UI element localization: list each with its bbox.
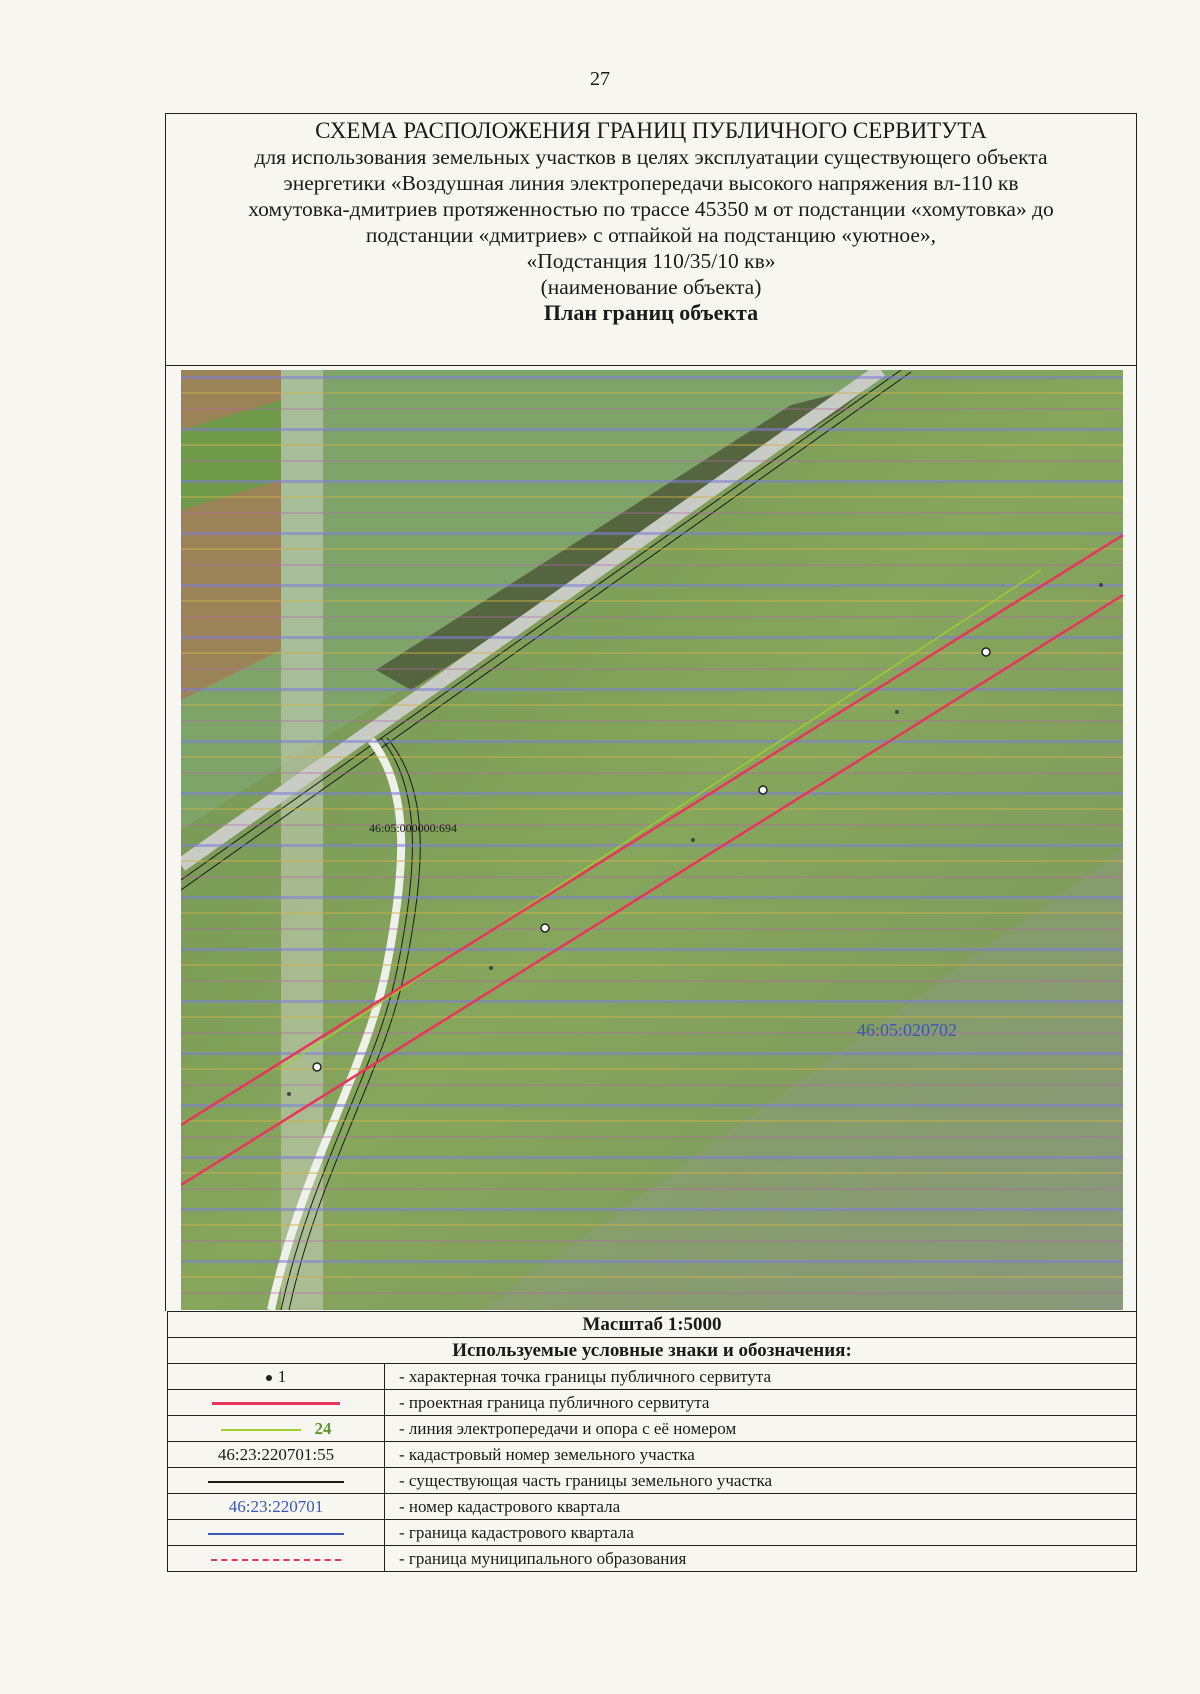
small-point [1099,583,1103,587]
legend-description: - существующая часть границы земельного участка [385,1468,1137,1494]
red-line-icon [212,1402,340,1405]
servitude-point [982,648,990,656]
legend-row [168,1520,1137,1546]
legend-description: - проектная граница публичного сервитута [385,1390,1137,1416]
point-number: 1 [277,1366,287,1386]
quarter-number-label: 46:05:020702 [857,1020,958,1040]
point-icon [266,1375,272,1381]
title-line: (наименование объекта) [540,275,762,299]
legend-symbol [168,1390,385,1416]
legend-symbol [168,1364,385,1390]
legend-row [168,1416,1137,1442]
legend-description: - граница муниципального образования [385,1546,1137,1572]
title-line: подстанции «дмитриев» с отпайкой на подстанцию «уютное», [365,223,937,247]
legend-description: - характерная точка границы публичного сервитута [385,1364,1137,1390]
servitude-point [759,786,767,794]
map-frame [165,366,1137,1311]
legend-symbol: 46:23:220701 [168,1494,385,1520]
legend-row [168,1494,1137,1520]
legend-symbol [168,1546,385,1572]
small-point [489,966,493,970]
legend-description: - линия электропередачи и опора с её номером [385,1416,1137,1442]
legend-description: - кадастровый номер земельного участка [385,1442,1137,1468]
pylon-number: 24 [314,1418,332,1438]
dashdot-line-icon [211,1559,341,1561]
small-point [691,838,695,842]
legend-symbol: 46:23:220701:55 [168,1442,385,1468]
title-line: для использования земельных участков в целях эксплуатации существующего объекта [254,145,1048,169]
legend-row [168,1442,1137,1468]
map-canvas [181,370,1123,1310]
legend-description: - граница кадастрового квартала [385,1520,1137,1546]
plan-subtitle: План границ объекта [543,300,759,325]
legend-table [167,1311,1137,1572]
black-line-icon [208,1481,344,1483]
title-line: «Подстанция 110/35/10 кв» [526,249,776,273]
legend-row [168,1364,1137,1390]
title-line: хомутовка-дмитриев протяженностью по трассе 45350 м от подстанции «хомутовка» до [248,197,1054,221]
document-title: СХЕМА РАСПОЛОЖЕНИЯ ГРАНИЦ ПУБЛИЧНОГО СЕРВИТУТА [315,118,987,143]
map-scale: Масштаб 1:5000 [168,1312,1137,1338]
servitude-point [541,924,549,932]
title-line: энергетики «Воздушная линия электропередачи высокого напряжения вл-110 кв [283,171,1019,195]
legend-symbol [168,1416,385,1442]
title-block [165,113,1137,366]
legend-heading: Используемые условные знаки и обозначения: [168,1338,1137,1364]
parcel-number-label: 46:05:000000:694 [369,821,458,835]
legend-row [168,1390,1137,1416]
small-point [287,1092,291,1096]
green-line-icon [221,1429,301,1431]
blue-line-icon [208,1533,344,1535]
servitude-point [313,1063,321,1071]
page-number: 27 [590,68,610,90]
legend-symbol [168,1520,385,1546]
legend-description: - номер кадастрового квартала [385,1494,1137,1520]
legend-row [168,1468,1137,1494]
scan-overlay [181,370,1123,1310]
legend-symbol [168,1468,385,1494]
small-point [895,710,899,714]
legend-row [168,1546,1137,1572]
